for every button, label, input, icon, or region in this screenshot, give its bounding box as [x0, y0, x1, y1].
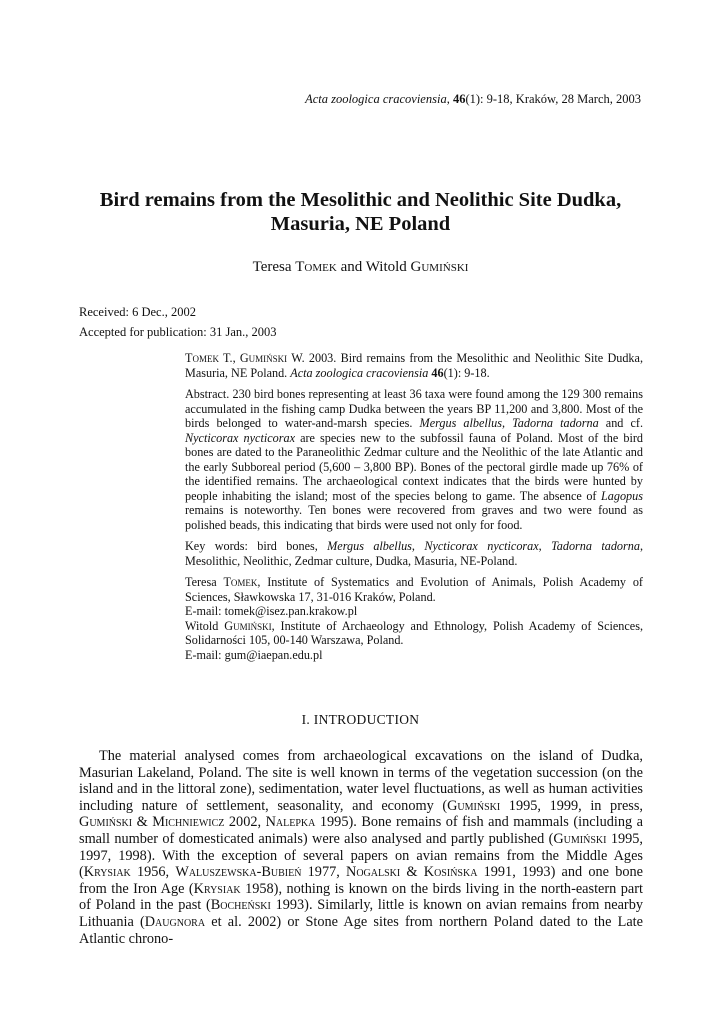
- citation-author2: Gumiński: [239, 351, 288, 365]
- intro-run: 1956,: [130, 864, 176, 881]
- abstract-run: are species new to the subfossil fauna of Poland. Most of the bird bones are dated to the Paraneolithic Zedmar culture and the Neolithic of the late Atlantic and the early Subboreal period (5,600 – 3,800 BP). Bones of the pectoral girdle made up 76% of the identified remains. The archaeological context indicates that the birds were hunted by people inhabiting the island; most of the species belong to game. The absence of: [185, 430, 644, 503]
- intro-run: 1995, 1997, 1998). With the exception of several papers on avian remains from the Middle Ages (: [79, 830, 643, 881]
- citation-text: W. 2003. Bird remains from the Mesolithic and Neolithic Site Dudka, Masuria, NE Poland.: [185, 351, 643, 380]
- title-line-2: Masuria, NE Poland: [270, 213, 451, 235]
- intro-run: 1977,: [301, 864, 347, 881]
- introduction-body: [79, 748, 643, 947]
- ref-author: Gumiński: [447, 797, 501, 814]
- intro-run: 1995, 1999, in press,: [500, 797, 644, 814]
- intro-run: &: [400, 864, 424, 881]
- author1-surname: Tomek: [295, 259, 337, 275]
- keyword-separator: ,: [411, 539, 425, 553]
- affiliation2-email: E-mail: gum@iaepan.edu.pl: [185, 647, 323, 662]
- abstract-block: [185, 351, 643, 669]
- ref-author: Nalepka: [265, 814, 316, 831]
- ref-author: Gumiński: [79, 814, 133, 831]
- keyword-species: Mergus albellus: [327, 539, 412, 553]
- title-line-1: Bird remains from the Mesolithic and Neolithic Site Dudka,: [99, 189, 622, 211]
- abstract-run: remains is noteworthy. Ten bones were recovered from graves and two were found as polished beads, this indicating that birds were used not only for food.: [185, 503, 643, 532]
- ref-author: Nogalski: [346, 864, 401, 881]
- author-line: [60, 259, 661, 276]
- ref-author: Krysiak: [193, 880, 241, 897]
- affiliations: [185, 575, 643, 662]
- author-connector: and: [340, 259, 363, 275]
- section-heading: I. INTRODUCTION: [301, 712, 420, 727]
- citation-text: T.,: [218, 351, 240, 365]
- author2-surname: Gumiński: [410, 259, 469, 275]
- keywords-rest: , Mesolithic, Neolithic, Zedmar culture, Dudka, Masuria, NE-Poland.: [185, 539, 643, 568]
- abstract-run: and cf.: [598, 416, 643, 430]
- intro-run: 1993). Similarly, little is known on avian remains from nearby Lithuania (: [79, 897, 643, 930]
- keyword-separator: ,: [538, 539, 552, 553]
- intro-run: 2002,: [224, 814, 266, 831]
- keywords: [185, 539, 643, 568]
- citation-author1: Tomek: [185, 351, 219, 365]
- citation-pages: (1): 9-18.: [443, 365, 490, 380]
- citation-journal: Acta zoologica cracoviensia: [290, 365, 429, 380]
- citation-volume: 46: [431, 365, 444, 380]
- journal-reference: Acta zoologica cracoviensia, 46(1): 9-18, Kraków, 28 March, 2003: [305, 92, 641, 106]
- paper-title: [60, 188, 661, 236]
- affiliation1-institution: , Institute of Systematics and Evolution of Animals, Polish Academy of Sciences, Sławkowska 17, 31-016 Kraków, Poland.: [185, 575, 643, 604]
- ref-author: Waluszewska-Bubień: [175, 864, 302, 881]
- journal-volume: 46: [452, 92, 466, 106]
- keyword-species: Nycticorax nycticorax: [424, 539, 539, 553]
- ref-author: Krysiak: [83, 864, 131, 881]
- species-name: Mergus albellus, Tadorna tadorna: [419, 416, 599, 430]
- submission-dates: [79, 302, 277, 342]
- abstract-text: [185, 387, 643, 532]
- citation: [185, 351, 643, 380]
- intro-run: et al. 2002) or Stone Age sites from northern Poland dated to the Late Atlantic chrono-: [79, 913, 643, 947]
- received-date: Received: 6 Dec., 2002: [79, 305, 196, 319]
- affiliation1-surname: Tomek: [223, 575, 258, 589]
- ref-author: Kosińska: [423, 864, 478, 881]
- affiliation2-surname: Gumiński: [224, 618, 272, 633]
- ref-author: Michniewicz: [152, 814, 225, 831]
- ref-author: Bocheński: [210, 897, 271, 914]
- introduction-paragraph: [79, 748, 643, 947]
- author2-given: Witold: [365, 259, 407, 275]
- journal-name: Acta zoologica cracoviensia: [305, 92, 447, 106]
- affiliation1-given: Teresa: [185, 575, 224, 589]
- affiliation2-given: Witold: [185, 618, 225, 633]
- keyword-species: Tadorna tadorna: [551, 539, 640, 553]
- ref-author: Daugnora: [144, 913, 206, 930]
- intro-run: &: [132, 814, 153, 831]
- journal-issue-pages: (1): 9-18, Kraków, 28 March, 2003: [465, 92, 641, 106]
- accepted-date: Accepted for publication: 31 Jan., 2003: [79, 325, 277, 339]
- species-name: Nycticorax nycticorax: [185, 430, 295, 445]
- author1-given: Teresa: [252, 259, 292, 275]
- affiliation2-institution: , Institute of Archaeology and Ethnology, Polish Academy of Sciences, Solidarności 105, 00-140 Warszawa, Poland.: [185, 618, 643, 647]
- species-name: Lagopus: [601, 488, 643, 503]
- affiliation1-email: E-mail: tomek@isez.pan.krakow.pl: [185, 604, 358, 618]
- intro-run: 1995). Bone remains of fish and mammals (including a small number of domesticated animals) were also analysed and partly published (: [79, 814, 643, 847]
- keywords-label: Key words: bird bones,: [185, 539, 328, 553]
- intro-run: The material analysed comes from archaeological excavations on the island of Dudka, Masurian Lakeland, Poland. The site is well known in terms of the vegetation succession (on the island and in the littoral zone), sedimentation, water level fluctuations, as well as human activities including nature of settlement, seasonality, and economy (: [79, 748, 643, 814]
- intro-run: 1958), nothing is known on the birds living in the north-eastern part of Poland in the past (: [79, 880, 643, 914]
- intro-run: 1991, 1993) and one bone from the Iron Age (: [79, 864, 643, 897]
- abstract-run: Abstract. 230 bird bones representing at least 36 taxa were found among the 129 300 remains accumulated in the fishing camp Dudka between the years BP 11,200 and 3,800. Most of the birds belonged to water-and-marsh species.: [185, 387, 643, 430]
- ref-author: Gumiński: [553, 830, 607, 847]
